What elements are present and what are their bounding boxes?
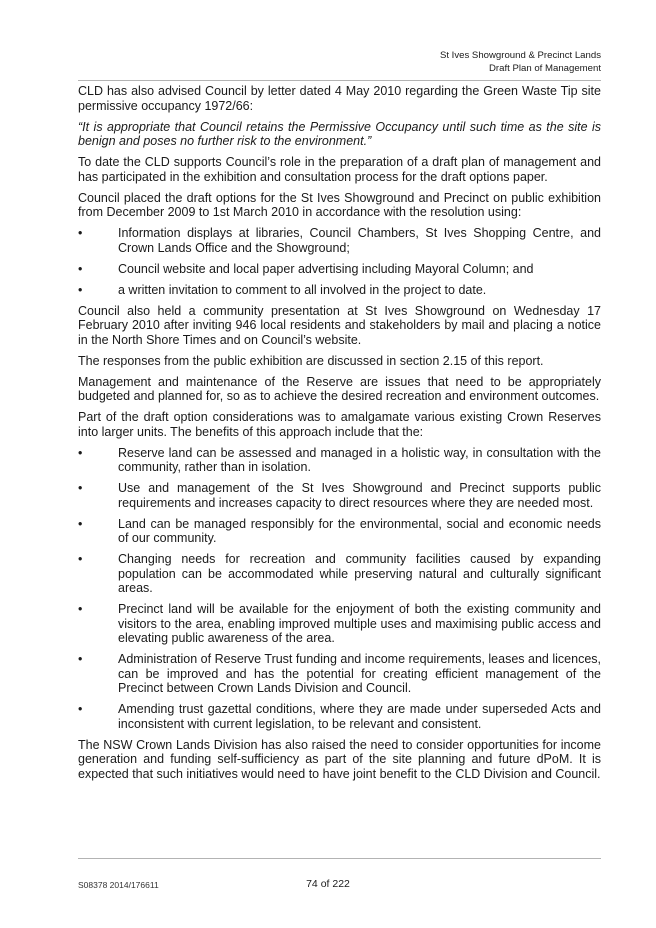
- bullet-icon: •: [78, 516, 83, 531]
- list-item-text: Information displays at libraries, Council Chambers, St Ives Shopping Centre, and Crown Lands Office and the Showground;: [118, 226, 601, 255]
- bullet-icon: •: [78, 261, 83, 276]
- paragraph: The responses from the public exhibition are discussed in section 2.15 of this report.: [78, 353, 544, 368]
- paragraph: Part of the draft option considerations was to amalgamate various existing Crown Reserves into larger units. The benefits of this approach include that the:: [78, 410, 601, 439]
- bullet-icon: •: [78, 226, 83, 240]
- benefits-list: [78, 446, 601, 732]
- document-reference: S08378 2014/176611: [78, 880, 159, 890]
- header-title: St Ives Showground & Precinct Lands: [439, 50, 601, 61]
- list-item: [78, 552, 601, 596]
- paragraph: The NSW Crown Lands Division has also raised the need to consider opportunities for income generation and funding self-sufficiency as part of the site planning and future dPoM. It is expected that such initiatives would need to have joint benefit to the CLD Division and Council.: [78, 737, 601, 781]
- bullet-icon: •: [78, 602, 83, 616]
- footer-rule: [78, 858, 601, 859]
- header-subtitle: Draft Plan of Management: [489, 62, 601, 74]
- running-header: [440, 50, 601, 75]
- bullet-icon: •: [78, 702, 83, 716]
- bullet-icon: •: [78, 652, 83, 666]
- list-item: [78, 481, 601, 510]
- list-item: [78, 283, 601, 298]
- list-item-text: Land can be managed responsibly for the environmental, social and economic needs of our community.: [118, 516, 601, 545]
- bullet-icon: •: [78, 552, 83, 566]
- paragraph: Council placed the draft options for the St Ives Showground and Precinct on public exhibition from December 2009 to 1st March 2010 in accordance with the resolution using:: [78, 190, 601, 219]
- list-item: [78, 446, 601, 475]
- list-item-text: Amending trust gazettal conditions, where they are made under superseded Acts and inconsistent with current legislation, to be relevant and consistent.: [118, 702, 601, 731]
- paragraph: Management and maintenance of the Reserve are issues that need to be appropriately budgeted and planned for, so as to achieve the desired recreation and environment outcomes.: [78, 374, 601, 403]
- list-item: [78, 262, 601, 277]
- list-item-text: Council website and local paper advertising including Mayoral Column; and: [118, 261, 534, 276]
- list-item: [78, 517, 601, 546]
- list-item-text: Use and management of the St Ives Showground and Precinct supports public requirements and increases capacity to direct resources where they are needed most.: [118, 481, 601, 510]
- list-item-text: Precinct land will be available for the enjoyment of both the existing community and visitors to the area, enabling improved multiple uses and maximising public access and elevating public awareness of the area.: [118, 602, 601, 645]
- list-item-text: Reserve land can be assessed and managed in a holistic way, in consultation with the community, rather than in isolation.: [118, 445, 601, 474]
- list-item: [78, 226, 601, 255]
- bullet-icon: •: [78, 282, 83, 297]
- list-item: [78, 652, 601, 696]
- page-number: 74 of 222: [306, 878, 350, 890]
- header-rule: [78, 80, 601, 81]
- paragraph: To date the CLD supports Council’s role in the preparation of a draft plan of management and has participated in the exhibition and consultation process for the draft options paper.: [78, 155, 601, 184]
- bullet-icon: •: [78, 481, 83, 495]
- page-body: [78, 84, 601, 788]
- list-item-text: Changing needs for recreation and community facilities caused by expanding population can be accommodated while preserving natural and culturally significant areas.: [118, 552, 601, 595]
- block-quote: “It is appropriate that Council retains the Permissive Occupancy until such time as the site is benign and poses no further risk to the environment.”: [78, 119, 601, 148]
- exhibition-methods-list: [78, 226, 601, 297]
- list-item: [78, 702, 601, 731]
- list-item-text: a written invitation to comment to all involved in the project to date.: [118, 282, 487, 297]
- list-item-text: Administration of Reserve Trust funding and income requirements, leases and licences, can be improved and has the potential for creating efficient management of the Precinct between Crown Lands Division and Council.: [118, 652, 601, 695]
- bullet-icon: •: [78, 445, 83, 460]
- list-item: [78, 602, 601, 646]
- paragraph: Council also held a community presentation at St Ives Showground on Wednesday 17 February 2010 after inviting 946 local residents and stakeholders by mail and placing a notice in the North Shore Times and on Council’s website.: [78, 303, 601, 347]
- paragraph: CLD has also advised Council by letter dated 4 May 2010 regarding the Green Waste Tip site permissive occupancy 1972/66:: [78, 84, 601, 113]
